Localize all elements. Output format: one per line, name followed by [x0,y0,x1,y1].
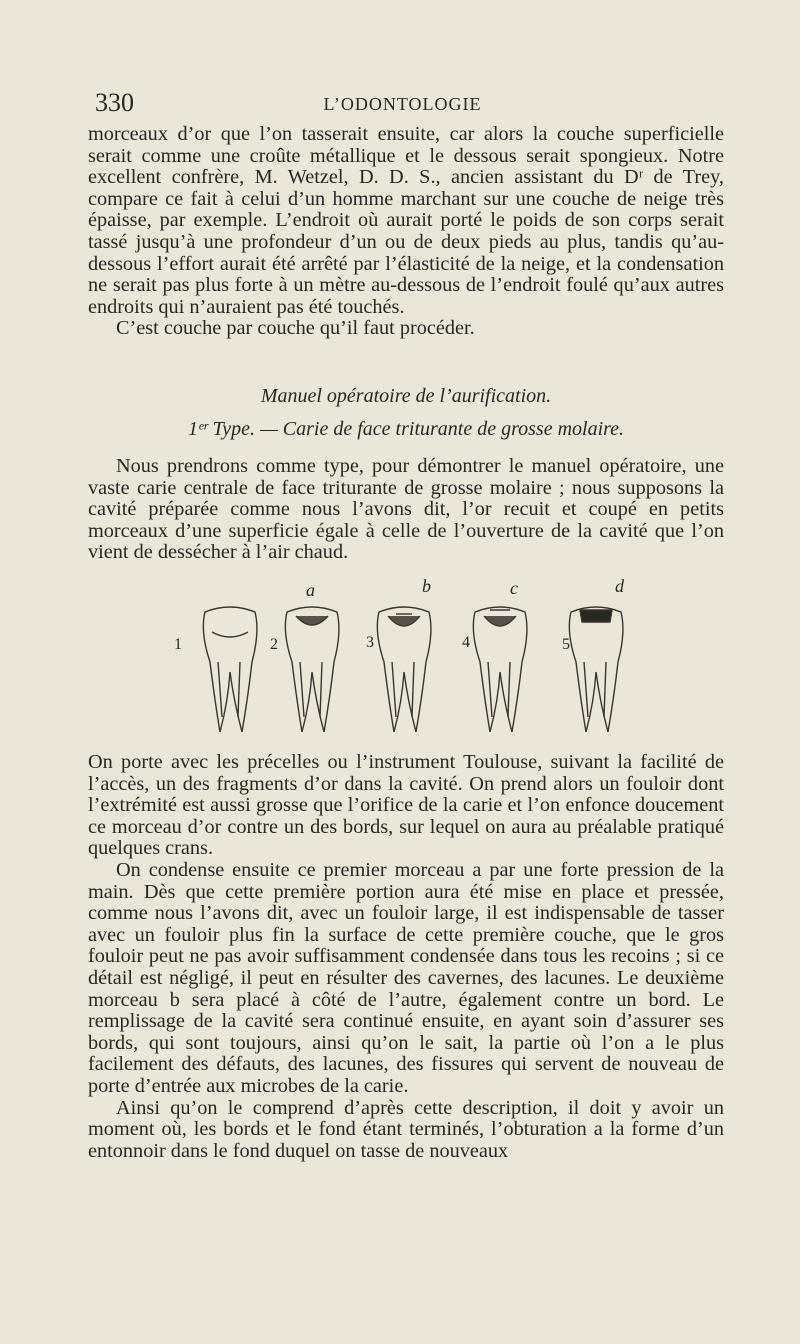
text-block-top [88,124,724,340]
figure-letter-a: a [306,580,315,600]
page-number: 330 [95,88,134,117]
figure-number-5: 5 [562,636,570,653]
section-heading: Manuel opératoire de l’aurification. [260,385,552,407]
text-block-mid [88,456,724,564]
paragraph: On porte avec les précelles ou l’instrument Toulouse, suivant la facilité de l’accès, un des fragments d’or dans la cavité. On prend alors un fouloir dont l’extrémité est aussi grosse que l’orifice de la carie et l’on enfonce doucement ce morceau d’or contre un des bords, sur lequel on aura au préalable pratiqué quelques crans. [88,751,724,860]
figure-number-1: 1 [174,636,182,653]
teeth-illustration [170,582,650,732]
figure-number-3: 3 [366,634,374,651]
text-block-bottom [88,752,724,1162]
paragraph: C’est couche par couche qu’il faut procéder. [116,317,475,340]
figure-number-4: 4 [462,634,470,651]
figure-number-2: 2 [270,636,278,653]
molar-figure [170,576,650,732]
paragraph: Nous prendrons comme type, pour démontrer le manuel opératoire, une vaste carie centrale de face triturante de grosse molaire ; nous supposons la cavité préparée comme nous l’avons dit, l’or recuit et coupé en petits morceaux d’une superficie égale à celle de l’ouverture de la cavité que l’on vient de dessécher à l’air chaud. [88,455,724,564]
running-head: L’ODONTOLOGIE [323,94,482,114]
paragraph: morceaux d’or que l’on tasserait ensuite, car alors la couche superficielle serait comme une croûte métallique et le dessous serait spongieux. Notre excellent confrère, M. Wetzel, D. D. S., ancien assistant du Dʳ de Trey, compare ce fait à celui d’un homme marchant sur une couche de neige très épaisse, par exemple. L’endroit où aurait porté le poids de son corps serait tassé jusqu’à une profondeur d’un ou de deux pieds au plus, tandis qu’au-dessous l’effort aurait été arrêté par l’élasticité de la neige, et la condensation ne serait pas plus forte à un mètre au-dessous de l’endroit foulé qu’aux autres endroits qui n’auraient pas été touchés. [88,123,724,318]
page-header [95,88,710,116]
figure-letter-c: c [510,578,518,598]
figure-letter-b: b [422,576,431,596]
figure-letter-d: d [615,576,624,596]
paragraph: On condense ensuite ce premier morceau a par une forte pression de la main. Dès que cette première portion aura été mise en place et pressée, comme nous l’avons dit, avec un fouloir large, il est indispensable de tasser avec un fouloir plus fin la surface de cette première couche, que le gros fouloir peut ne pas avoir suffisamment condensée dans tous les recoins ; si ce détail est négligé, il peut en résulter des cavernes, des lacunes. Le deuxième morceau b sera placé à côté de l’autre, également contre un bord. Le remplissage de la cavité sera continué ensuite, en ayant soin d’assurer ses bords, qui sont toujours, ainsi qu’on le sait, la partie où l’on a le plus facilement des défauts, des lacunes, des fissures qui servent de nouveau de porte d’entrée aux microbes de la carie. [88,858,724,1097]
sub-heading: 1ᵉʳ Type. — Carie de face triturante de grosse molaire. [187,418,625,440]
paragraph: Ainsi qu’on le comprend d’après cette description, il doit y avoir un moment où, les bords et le fond étant terminés, l’obturation a la forme d’un entonnoir dans le fond duquel on tasse de nouveaux [88,1096,724,1162]
